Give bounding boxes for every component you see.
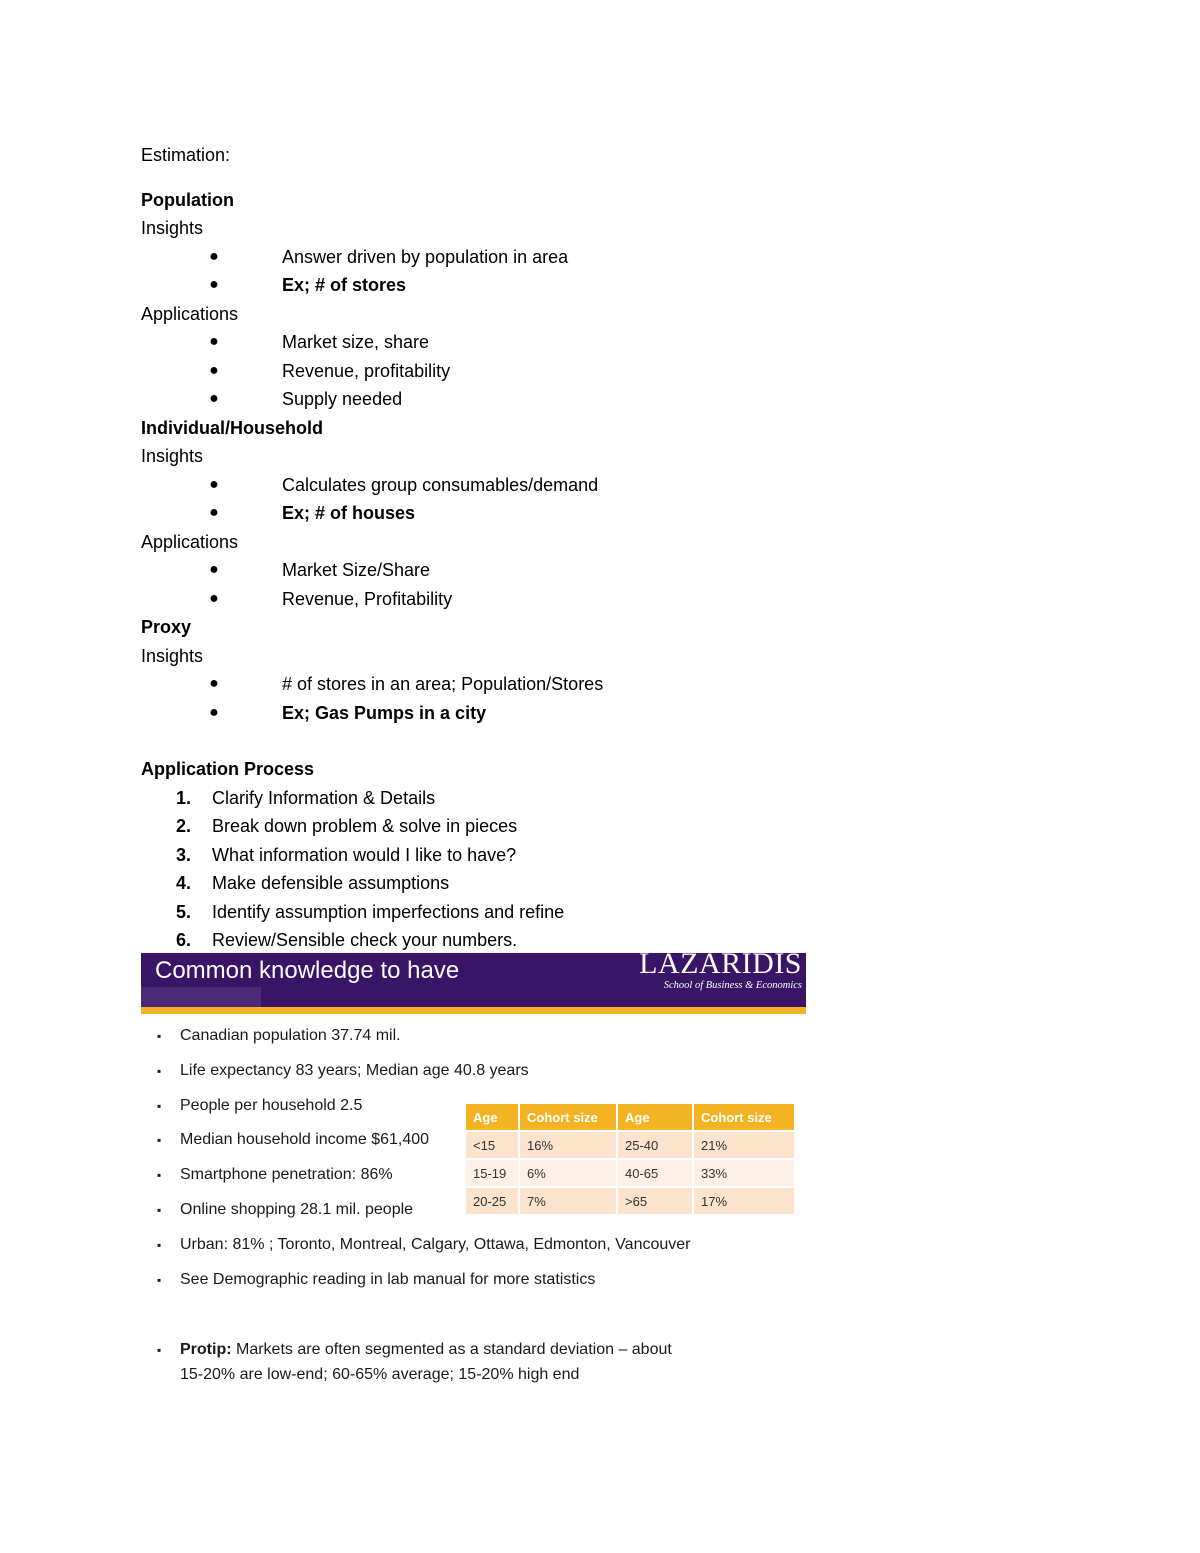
table-cell: 7% [519,1187,617,1214]
list-item: ● Revenue, profitability [141,357,841,386]
list-item: ● Supply needed [141,385,841,414]
table-cell: <15 [466,1131,519,1159]
embedded-slide: Common knowledge to have LAZARIDIS School of Business & Economics ▪ Canadian population 37.74 mil. ▪ Life expectancy 83 years; Median age 40.8 years ▪ People per household 2.5 ▪ Median household income $61,400 ▪ Smartphone penetration: 86% ▪ Online shopping 28.1 mil. people ▪ Urban: 81% ; Toronto, Montreal, Calgary, Ottawa, Edmonton, Vancouver ▪ See Demographic reading in lab manual for more statistics ▪ Protip: Markets are often segmented as a standard deviation – about 15-20% are low-end; 60-65% average; 15-20% high end Age Cohort size Age Cohort size <15 16% 25-40 21% 15-19 6% 40-65 33% 20-25 7% >65 17% [141,953,806,1393]
column-header: Cohort size [519,1104,617,1131]
column-header: Age [466,1104,519,1131]
bullet-icon: ● [209,247,219,265]
square-bullet-icon: ▪ [157,1343,162,1357]
bullet-icon: ● [209,333,219,350]
table-header-row [466,1104,795,1131]
brand-logo: LAZARIDIS School of Business & Economics [639,947,802,991]
cohort-table [466,1104,796,1214]
table-cell: 16% [519,1131,617,1159]
bullet-icon: ● [209,675,219,692]
protip-text-line2: 15-20% are low-end; 60-65% average; 15-20% high end [180,1366,580,1383]
list-item: ● Revenue, Profitability [141,585,841,614]
bullet-icon: ● [209,475,219,493]
list-item: 3. What information would I like to have? [176,844,517,865]
document-body [141,141,841,955]
applications-label: Applications [141,303,239,324]
list-item: ● Calculates group consumables/demand [141,471,841,500]
table-cell: 33% [693,1159,795,1187]
square-bullet-icon: ▪ [157,1168,162,1182]
bullet-icon: ● [209,276,219,293]
table-cell: 21% [693,1131,795,1159]
protip-text: Markets are often segmented as a standard deviation – about [231,1341,672,1358]
list-item: ● Ex; # of stores [141,271,841,300]
list-item: ● Market size, share [141,328,841,357]
table-cell: 20-25 [466,1187,519,1214]
bullet-icon: ● [209,703,219,721]
section-heading-process: Application Process [141,759,315,779]
column-header: Age [617,1104,693,1131]
list-item: 6. Review/Sensible check your numbers. [176,930,518,950]
column-header: Cohort size [693,1104,795,1131]
section-heading-population: Population [141,189,234,210]
list-item: ● Ex; Gas Pumps in a city [141,699,841,728]
bullet-icon: ● [209,390,219,407]
slide-header [141,947,806,1007]
square-bullet-icon: ▪ [157,1273,162,1287]
table-row [466,1159,795,1187]
list-item: 1. Clarify Information & Details [176,787,436,808]
accent-bar [141,1007,806,1014]
table-cell: 40-65 [617,1159,693,1187]
table-cell: >65 [617,1187,693,1214]
square-bullet-icon: ▪ [157,1099,162,1113]
section-heading-proxy: Proxy [141,617,192,637]
table-cell: 15-19 [466,1159,519,1187]
square-bullet-icon: ▪ [157,1238,162,1252]
bullet-icon: ● [209,561,219,578]
list-item: 5. Identify assumption imperfections and refine [176,901,565,922]
square-bullet-icon: ▪ [157,1133,162,1147]
bullet-icon: ● [209,361,219,379]
list-item: 4. Make defensible assumptions [176,873,450,893]
insights-label: Insights [141,446,204,466]
bullet-icon: ● [209,589,219,607]
square-bullet-icon: ▪ [157,1064,162,1078]
slide-title: Common knowledge to have [155,957,460,984]
insights-label: Insights [141,645,204,666]
table-row [466,1187,795,1214]
list-item: 2. Break down problem & solve in pieces [176,816,518,836]
protip-label: Protip: [180,1341,232,1358]
section-heading-household: Individual/Household [141,417,324,438]
header-shade [141,987,261,1007]
square-bullet-icon: ▪ [157,1203,162,1217]
table-cell: 6% [519,1159,617,1187]
doc-title: Estimation: [141,145,231,165]
list-item: ● Answer driven by population in area [141,243,841,272]
table-cell: 25-40 [617,1131,693,1159]
applications-label: Applications [141,531,239,552]
list-item: ● Market Size/Share [141,556,841,585]
list-item: ● # of stores in an area; Population/Stores [141,670,841,699]
insights-label: Insights [141,218,204,238]
bullet-icon: ● [209,504,219,521]
table-cell: 17% [693,1187,795,1214]
list-item: ● Ex; # of houses [141,499,841,528]
square-bullet-icon: ▪ [157,1029,162,1043]
table-row [466,1131,795,1159]
